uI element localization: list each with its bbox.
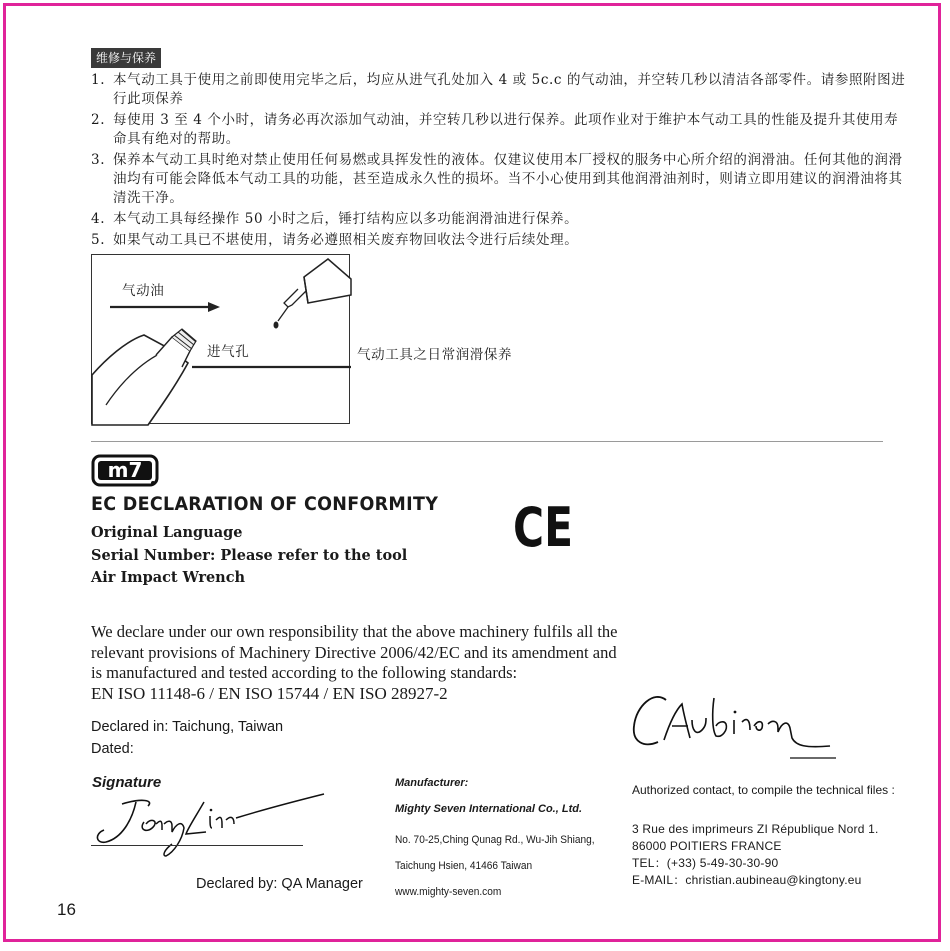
signature-line bbox=[91, 845, 303, 846]
product-name: Air Impact Wrench bbox=[91, 569, 246, 586]
declaration-meta bbox=[91, 522, 407, 590]
manufacturer-name: Mighty Seven International Co., Ltd. bbox=[395, 803, 583, 815]
contact-tel: TEL：(+33) 5-49-30-30-90 bbox=[632, 856, 779, 870]
contact-address: 3 Rue des imprimeurs ZI République Nord 1. bbox=[632, 822, 879, 836]
section-tag: 维修与保养 bbox=[91, 48, 161, 68]
m7-logo bbox=[91, 454, 161, 488]
standards: EN ISO 11148-6 / EN ISO 15744 / EN ISO 28927-2 bbox=[91, 683, 448, 703]
manufacturer-city: Taichung Hsien, 41466 Taiwan bbox=[395, 860, 533, 872]
list-item: 5. 如果气动工具已不堪使用，请务必遵照相关废弃物回收法令进行后续处理。 bbox=[91, 232, 579, 248]
list-item: 4. 本气动工具每经操作 50 小时之后，锤打结构应以多功能润滑油进行保养。 bbox=[91, 211, 579, 227]
logo-text: m7 bbox=[107, 458, 143, 482]
declaration-statement: We declare under our own responsibility that the above machinery fulfils all the relevant provisions of Machinery Directive 2006/42/EC and its amendment and is manufactured and tested according to the following standards: EN ISO 11148-6 / EN ISO 15744 / EN ISO 28927-2 bbox=[91, 622, 691, 704]
lubrication-diagram bbox=[91, 254, 350, 424]
qa-signature bbox=[92, 790, 328, 858]
signature-label: Signature bbox=[92, 774, 162, 791]
list-item: 3. 保养本气动工具时绝对禁止使用任何易燃或具挥发性的液体。仅建议使用本厂授权的服务中心所介绍的润滑油。任何其他的润滑油均有可能会降低本气动工具的功能，甚至造成永久性的损坏。当不小心使用到其他润滑油剂时，则请立即用建议的润滑油将其清洗干净。 bbox=[91, 152, 903, 206]
authorized-contact bbox=[632, 783, 895, 889]
oil-label: 气动油 bbox=[122, 283, 165, 299]
divider bbox=[91, 441, 883, 442]
list-item: 2. 每使用 3 至 4 个小时，请务必再次添加气动油，并空转几秒以进行保养。此项作业对于维护本气动工具的性能及提升其使用寿命具有绝对的帮助。 bbox=[91, 112, 899, 147]
authorized-signature bbox=[630, 686, 836, 762]
declaration-title: EC DECLARATION OF CONFORMITY bbox=[91, 494, 439, 516]
maintenance-list bbox=[91, 71, 911, 252]
original-language: Original Language bbox=[91, 524, 243, 541]
declared-by: Declared by: QA Manager bbox=[196, 876, 363, 892]
authorized-heading: Authorized contact, to compile the technical files : bbox=[632, 783, 895, 797]
serial-number: Serial Number: Please refer to the tool bbox=[91, 546, 408, 564]
contact-city: 86000 POITIERS FRANCE bbox=[632, 839, 782, 853]
svg-text:CE: CE bbox=[513, 496, 573, 559]
diagram-caption: 气动工具之日常润滑保养 bbox=[357, 347, 513, 363]
manufacturer-block bbox=[395, 776, 612, 905]
contact-email: E-MAIL：christian.aubineau@kingtony.eu bbox=[632, 873, 862, 887]
manufacturer-address: No. 70-25,Ching Qunag Rd., Wu-Jih Shiang, bbox=[395, 834, 595, 846]
manufacturer-heading: Manufacturer: bbox=[395, 777, 469, 789]
list-item: 1. 本气动工具于使用之前即使用完毕之后，均应从进气孔处加入 4 或 5c.c 的气动油，并空转几秒以清洁各部零件。请参照附图进行此项保养 bbox=[91, 72, 906, 107]
air-inlet-label: 进气孔 bbox=[207, 344, 250, 360]
ce-mark bbox=[513, 496, 575, 559]
declared-location: Declared in: Taichung, Taiwan Dated: bbox=[91, 719, 284, 757]
page-number: 16 bbox=[57, 900, 76, 919]
manufacturer-website: www.mighty-seven.com bbox=[395, 886, 502, 898]
